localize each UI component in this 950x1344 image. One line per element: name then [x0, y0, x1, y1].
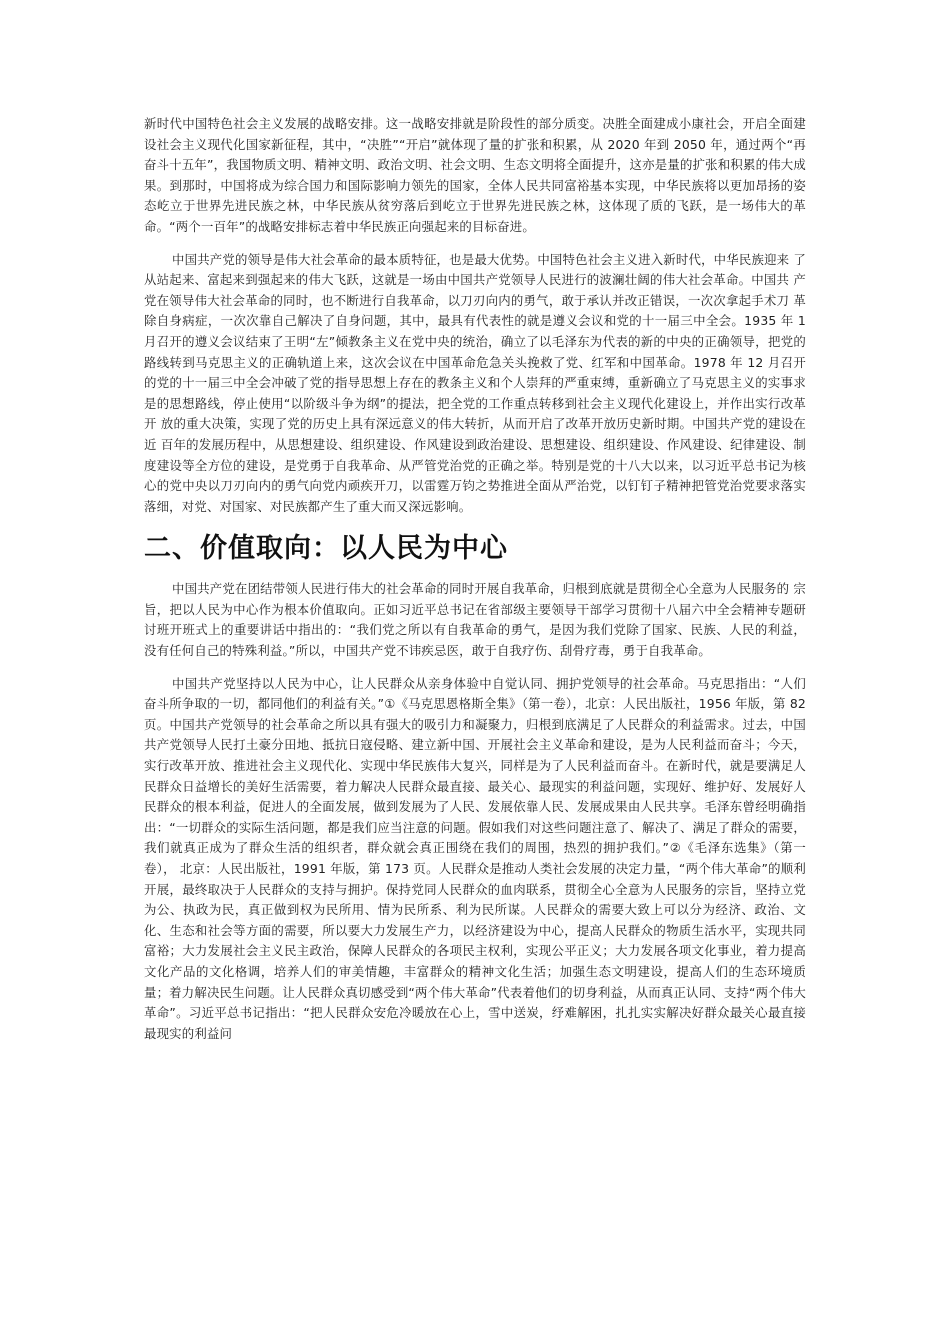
paragraph-strategy: 新时代中国特色社会主义发展的战略安排。这一战略安排就是阶段性的部分质变。决胜全面建成小康社会，开启全面建设社会主义现代化国家新征程，其中，“决胜”“开启”就体现了量的扩张和积累，从 2020 年到 2050 年，通过两个“再奋斗十五年”，我国物质文明、精神文明、政治文明、社会文明、生态文明将全面提升，这亦是量的扩张和积累的伟大成果。到那时，中国将成为综合国力和国际影响力领先的国家，全体人民共同富裕基本实现，中华民族将以更加昂扬的姿态屹立于世界先进民族之林，中华民族从贫穷落后到屹立于世界先进民族之林，这体现了质的飞跃，是一场伟大的革命。“两个一百年”的战略安排标志着中华民族正向强起来的目标奋进。 [144, 116, 806, 234]
paragraph-value-orientation: 中国共产党在团结带领人民进行伟大的社会革命的同时开展自我革命，归根到底就是贯彻全心全意为人民服务的 宗旨，把以人民为中心作为根本价值取向。正如习近平总书记在省部级主要领导干部学习贯彻十八届六中全会精神专题研讨班开班式上的重要讲话中指出的：“我们党之所以有自我革命的勇气，是因为我们党除了国家、民族、人民的利益， 没有任何自己的特殊利益。”所以，中国共产党不讳疾忌医，敢于自我疗伤、刮骨疗毒，勇于自我革命。 [144, 581, 811, 659]
paragraph-gap [144, 662, 806, 674]
paragraph-gap [144, 238, 806, 250]
paragraph-people-centered: 中国共产党坚持以人民为中心，让人民群众从亲身体验中自觉认同、拥护党领导的社会革命。马克思指出：“人们奋斗所争取的一切，都同他们的利益有关。”①《马克思恩格斯全集》（第一卷），北京：人民出版社，1956 年版，第 82 页。中国共产党领导的社会革命之所以具有强大的吸引力和凝聚力，归根到底满足了人民群众的利益需求。过去，中国共产党领导人民打土豪分田地、抵抗日寇侵略、建立新中国、开展社会主义革命和建设，是为人民利益而奋斗；今天， 实行改革开放、推进社会主义现代化、实现中华民族伟大复兴，同样是为了人民利益而奋斗。在新时代，就是要满足人民群众日益增长的美好生活需要，着力解决人民群众最直接、最关心、最现实的利益问题，实现好、维护好、发展好人民群众的根本利益，促进人的全面发展，做到发展为了人民、发展依靠人民、发展成果由人民共享。毛泽东曾经明确指出：“一切群众的实际生活问题，都是我们应当注意的问题。假如我们对这些问题注意了、解决了、满足了群众的需要， 我们就真正成为了群众生活的组织者，群众就会真正围绕在我们的周围，热烈的拥护我们。”②《毛泽东选集》（第一卷）， 北京：人民出版社，1991 年版，第 173 页。人民群众是推动人类社会发展的决定力量，“两个伟大革命”的顺利开展，最终取决于人民群众的支持与拥护。保持党同人民群众的血肉联系，贯彻全心全意为人民服务的宗旨，坚持立党为公、执政为民，真正做到权为民所用、情为民所系、利为民所谋。人民群众的需要大致上可以分为经济、政治、文化、生态和社会等方面的需要，所以要大力发展生产力，以经济建设为中心，提高人民群众的物质生活水平，实现共同富裕；大力发展社会主义民主政治，保障人民群众的各项民主权利，实现公平正义；大力发展各项文化事业，着力提高文化产品的文化格调，培养人们的审美情趣，丰富群众的精神文化生活；加强生态文明建设，提高人们的生态环境质量；着力解决民生问题。让人民群众真切感受到“两个伟大革命”代表着他们的切身利益，从而真正认同、支持“两个伟大革命”。习近平总书记指出：“把人民群众安危冷暖放在心上，雪中送炭，纾难解困，扎扎实实解决好群众最关心最直接最现实的利益问 [144, 675, 811, 1041]
paragraph-party-leadership: 中国共产党的领导是伟大社会革命的最本质特征，也是最大优势。中国特色社会主义进入新时代，中华民族迎来 了从站起来、富起来到强起来的伟大飞跃，这就是一场由中国共产党领导人民进行的波澜壮阔的伟大社会革命。中国共 产党在领导伟大社会革命的同时，也不断进行自我革命，以刀刃向内的勇气，敢于承认并改正错误，一次次拿起手术刀 革除自身病症，一次次靠自己解决了自身问题，其中，最具有代表性的就是遵义会议和党的十一届三中全会。1935 年 1 月召开的遵义会议结束了王明“左”倾教条主义在党中央的统治，确立了以毛泽东为代表的新的中央的正确领导，把党的路线转到马克思主义的正确轨道上来，这次会议在中国革命危急关头挽救了党、红军和中国革命。1978 年 12 月召开的党的十一届三中全会冲破了党的指导思想上存在的教条主义和个人崇拜的严重束缚，重新确立了马克思主义的实事求是的思想路线，停止使用“以阶级斗争为纲”的提法，把全党的工作重点转移到社会主义现代化建设上，并作出实行改革开 放的重大决策，实现了党的历史上具有深远意义的伟大转折，从而开启了改革开放历史新时期。中国共产党的建设在近 百年的发展历程中，从思想建设、组织建设、作风建设到政治建设、思想建设、组织建设、作风建设、纪律建设、制度建设等全方位的建设，是党勇于自我革命、从严管党治党的正确之举。特别是党的十八大以来，以习近平总书记为核心的党中央以刀刃向内的勇气向党内顽疾开刀，以雷霆万钧之势推进全面从严治党，以钉钉子精神把管党治党要求落实落细，对党、对国家、对民族都产生了重大而又深远影响。 [144, 251, 811, 514]
section-heading: 二、价值取向：以人民为中心 [144, 533, 508, 565]
